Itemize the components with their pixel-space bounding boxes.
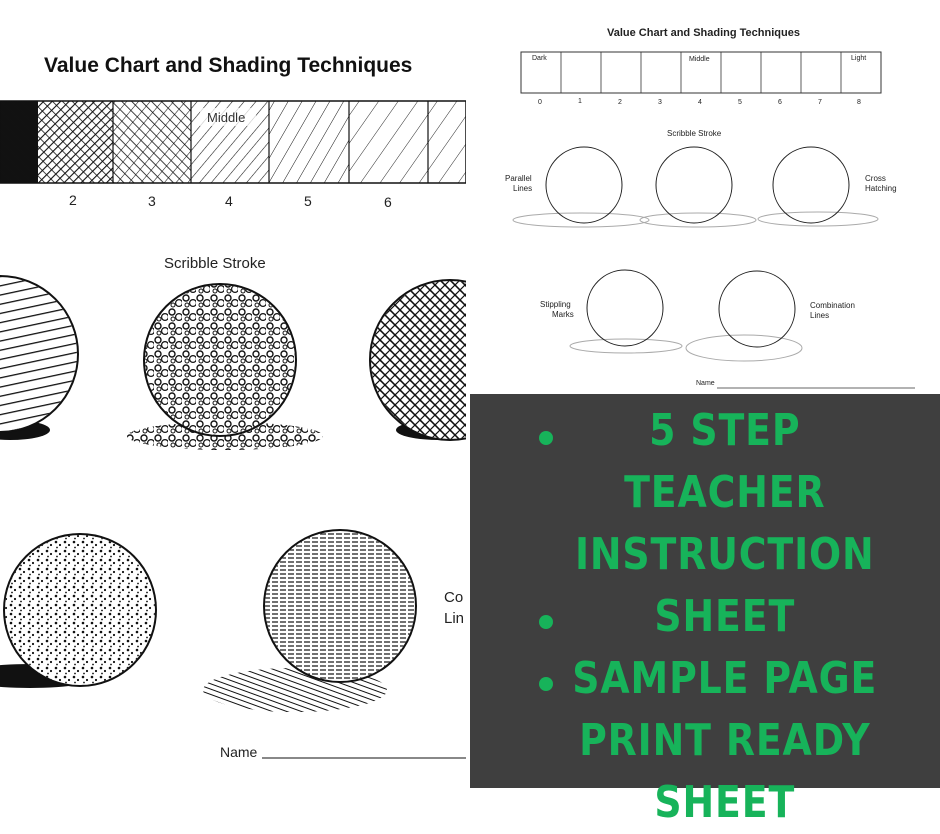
name-label: Name: [220, 744, 258, 760]
sphere-scribble: [127, 284, 323, 450]
value-number: 2: [69, 192, 77, 208]
sphere-combination: [203, 530, 416, 712]
combination-lines-label: Combination: [810, 301, 855, 310]
sphere-cross-hatching: [370, 280, 466, 440]
combination-lines-label: Lines: [810, 311, 830, 320]
value-number: 4: [698, 99, 702, 106]
value-number: 3: [148, 193, 156, 209]
value-light-label: Light: [851, 55, 867, 62]
feature-item: SAMPLE PAGE: [572, 653, 878, 704]
combination-label-partial: Co: [444, 589, 464, 606]
scribble-stroke-label: Scribble Stroke: [667, 129, 722, 138]
value-number: 8: [857, 99, 861, 106]
feature-item: SHEET: [654, 777, 796, 828]
feature-item: PRINT READY: [579, 715, 871, 766]
print-sheet-title: Value Chart and Shading Techniques: [607, 27, 800, 39]
value-number: 4: [225, 193, 233, 209]
cross-hatching-label: Hatching: [865, 184, 897, 193]
feature-item: INSTRUCTION: [574, 529, 875, 580]
stippling-label: Stippling: [540, 300, 571, 309]
value-number: 6: [778, 99, 782, 106]
value-number: 1: [578, 98, 582, 105]
value-number: 5: [738, 99, 742, 106]
value-number: 6: [384, 194, 392, 210]
value-number: 0: [538, 99, 542, 106]
parallel-lines-label: Parallel: [505, 174, 532, 183]
combination-label-partial: Lin: [444, 610, 465, 627]
value-number: 2: [618, 99, 622, 106]
sheet-title: Value Chart and Shading Techniques: [44, 54, 413, 77]
value-number: 7: [818, 99, 822, 106]
value-middle-label: Middle: [689, 56, 710, 63]
print-ready-sheet: [466, 0, 940, 394]
scribble-stroke-label: Scribble Stroke: [164, 255, 266, 272]
sample-sheet-zoomed: [0, 0, 466, 788]
value-number: 5: [304, 193, 312, 209]
cross-hatching-label: Cross: [865, 174, 886, 183]
value-middle-label: Middle: [207, 110, 246, 125]
feature-item: SHEET: [654, 591, 796, 642]
sphere-stippling: [0, 534, 156, 688]
stippling-label: Marks: [552, 310, 574, 319]
parallel-lines-label: Lines: [513, 184, 533, 193]
name-label: Name: [696, 380, 715, 387]
feature-panel: [470, 394, 940, 828]
value-dark-label: Dark: [532, 55, 547, 62]
feature-list: [470, 400, 940, 834]
sphere-parallel-lines: [0, 276, 78, 440]
feature-item: 5 STEP TEACHER: [624, 405, 826, 518]
value-number: 3: [658, 99, 662, 106]
